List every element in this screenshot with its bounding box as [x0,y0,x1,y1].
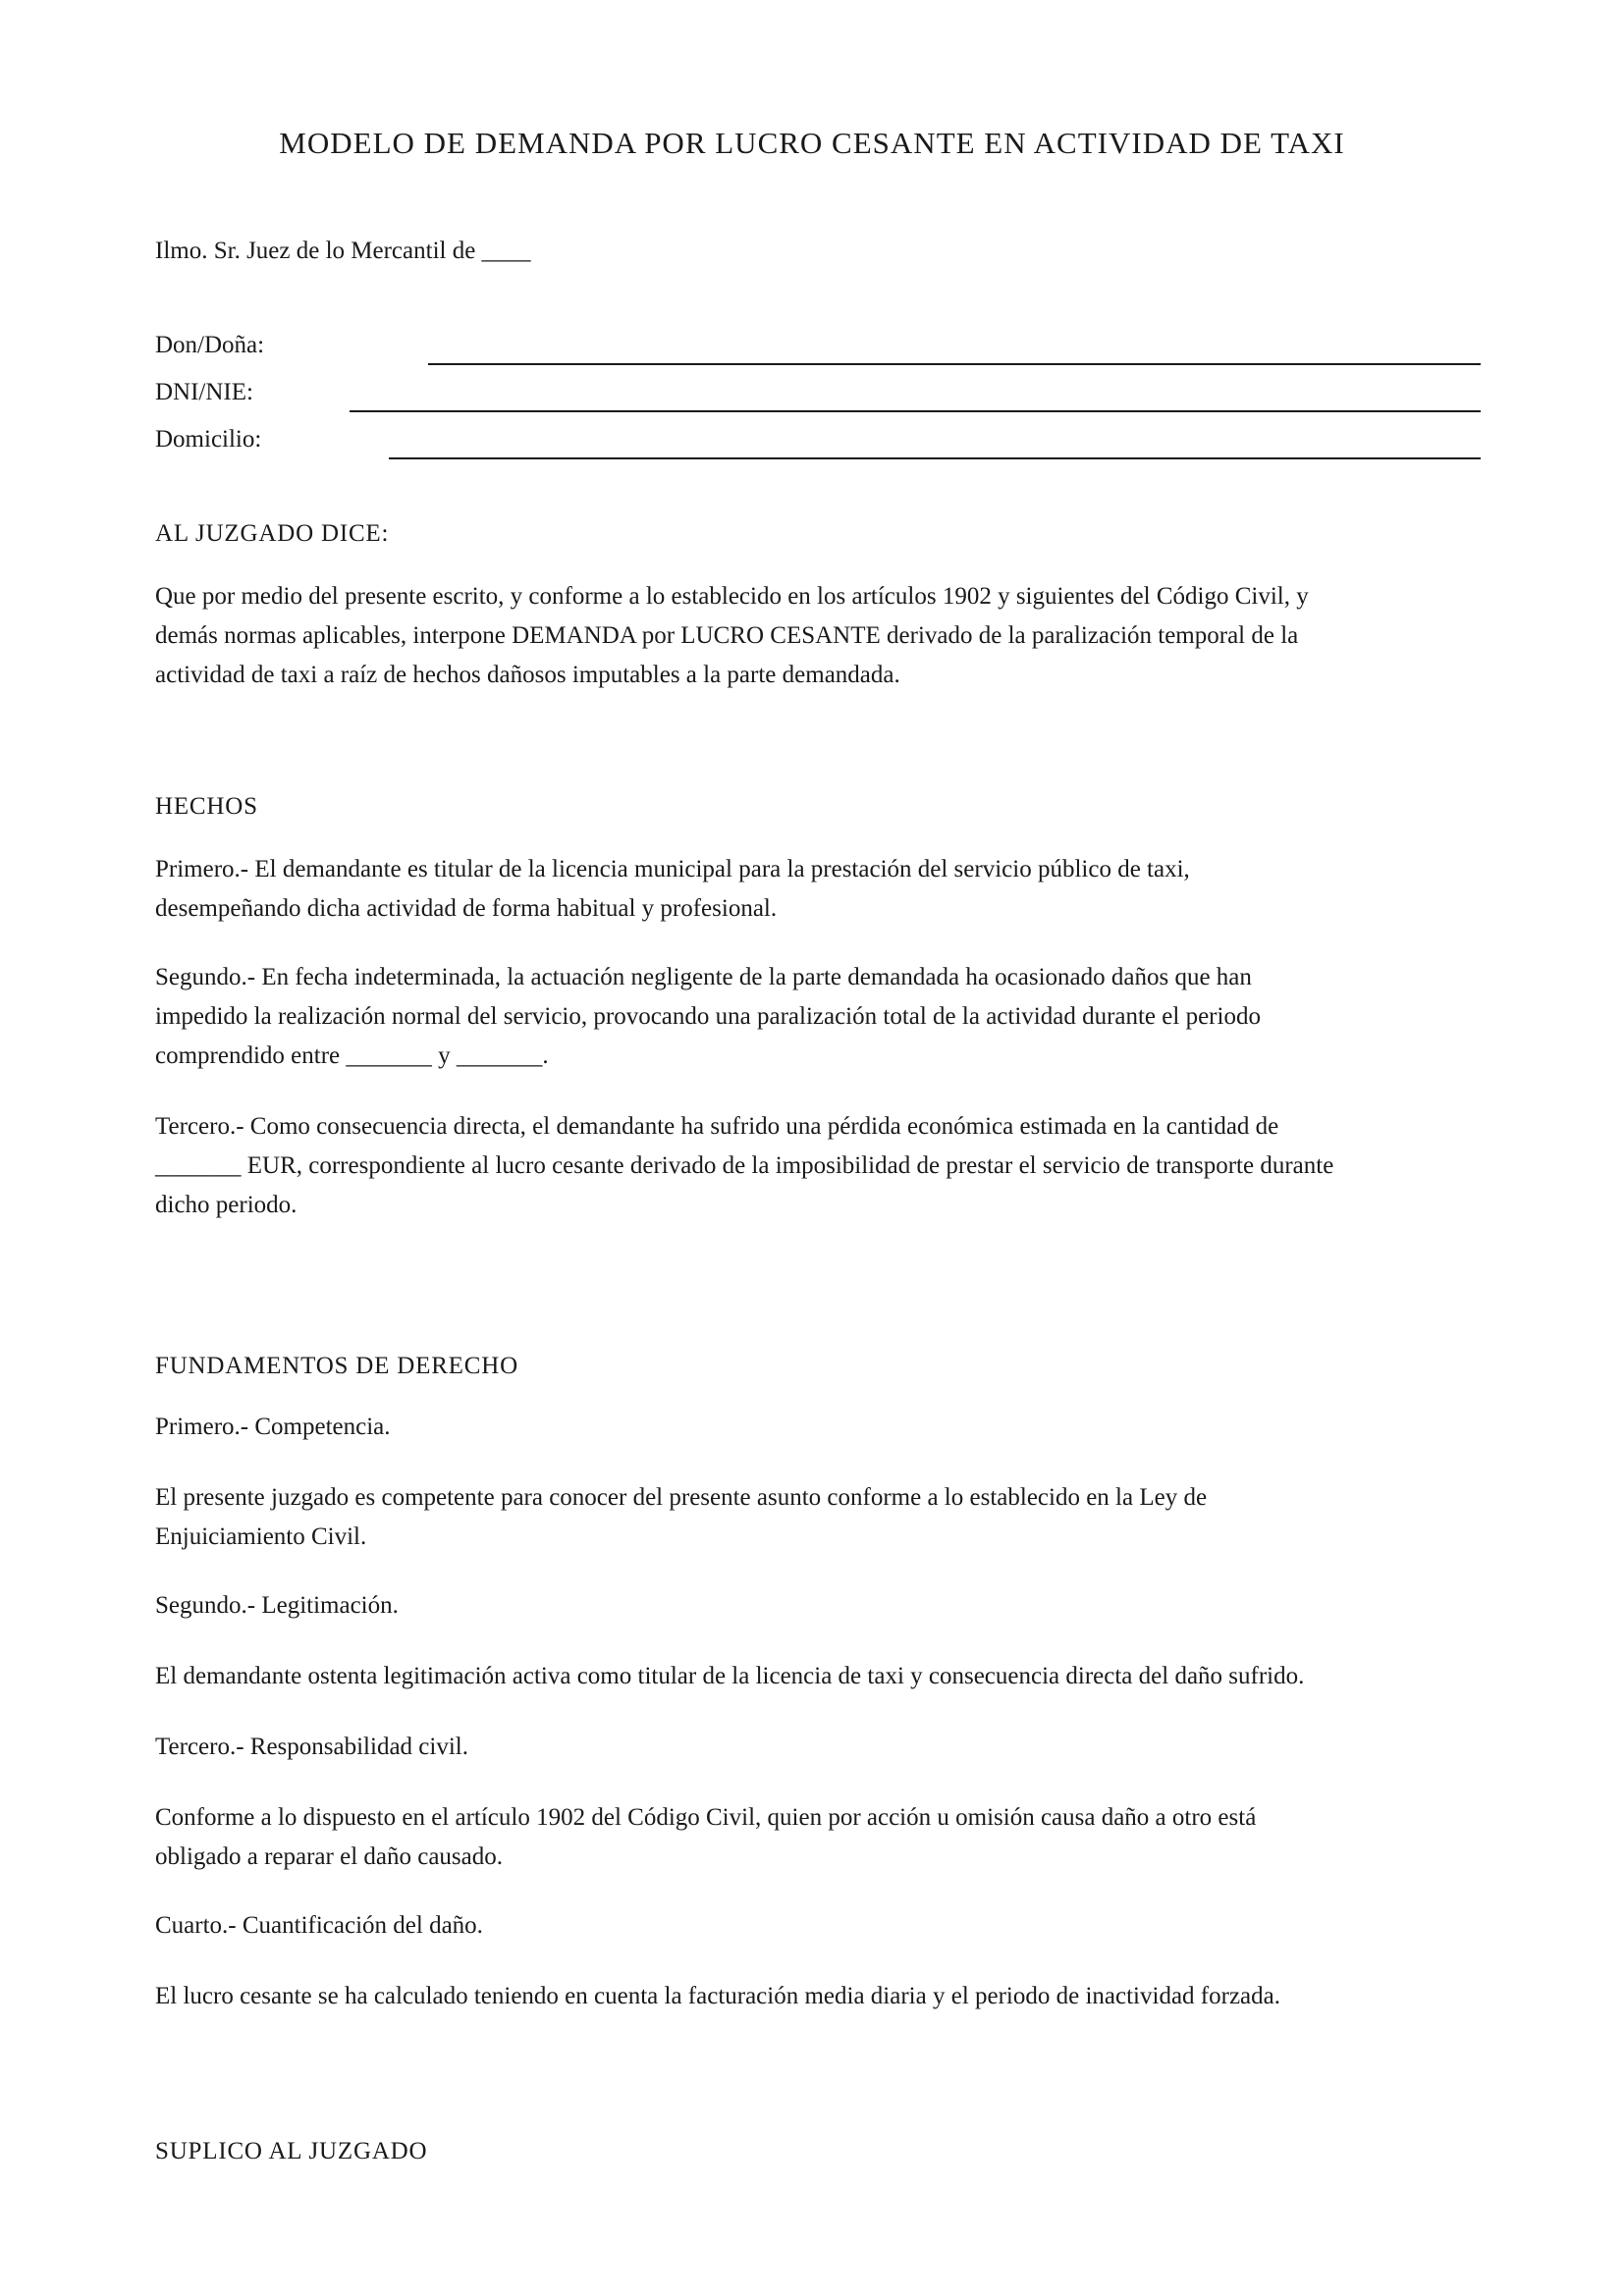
hechos-primero-line: desempeñando dicha actividad de forma habitual y profesional. [155,895,778,922]
suplico-heading: SUPLICO AL JUZGADO [155,2138,428,2164]
fundamento-body-line: El presente juzgado es competente para conocer del presente asunto conforme a lo establecido en la Ley de [155,1484,1208,1511]
fundamento-cuarto-title [155,1906,1481,1946]
intro-paragraph [155,577,1481,695]
intro-heading: AL JUZGADO DICE: [155,520,390,547]
fundamento-body-line: obligado a reparar el daño causado. [155,1843,504,1870]
field-label-dni: DNI/NIE: [155,379,253,405]
fundamento-title-text: Cuarto.- Cuantificación del daño. [155,1912,483,1939]
fundamento-tercero-body [155,1798,1481,1877]
fundamento-primero-body [155,1478,1481,1557]
fundamentos-heading: FUNDAMENTOS DE DERECHO [155,1353,518,1379]
hechos-tercero [155,1107,1481,1225]
hechos-tercero-line: _______ EUR, correspondiente al lucro cesante derivado de la imposibilidad de prestar el servicio de transporte durante [155,1152,1334,1179]
hechos-primero [155,850,1481,929]
hechos-tercero-line: dicho periodo. [155,1192,298,1218]
fundamento-body-line: El lucro cesante se ha calculado teniendo en cuenta la facturación media diaria y el periodo de inactividad forzada. [155,1983,1280,2009]
fundamento-title-text: Tercero.- Responsabilidad civil. [155,1734,468,1760]
fundamento-segundo-body [155,1657,1481,1696]
name-field-line[interactable] [428,363,1481,365]
hechos-heading: HECHOS [155,793,258,820]
fundamento-segundo-title [155,1586,1481,1626]
address-field-line[interactable] [389,457,1481,459]
hechos-segundo-line: comprendido entre _______ y _______. [155,1042,549,1069]
intro-line: Que por medio del presente escrito, y conforme a lo establecido en los artículos 1902 y siguientes del Código Civil, y [155,583,1309,610]
fundamento-body-line: Conforme a lo dispuesto en el artículo 1902 del Código Civil, quien por acción u omisión causa daño a otro está [155,1804,1257,1831]
hechos-segundo [155,958,1481,1076]
field-label-address: Domicilio: [155,426,262,453]
hechos-segundo-line: Segundo.- En fecha indeterminada, la actuación negligente de la parte demandada ha ocasionado daños que han [155,964,1252,990]
fundamento-body-line: El demandante ostenta legitimación activa como titular de la licencia de taxi y consecuencia directa del daño sufrido. [155,1663,1305,1689]
hechos-tercero-line: Tercero.- Como consecuencia directa, el demandante ha sufrido una pérdida económica estimada en la cantidad de [155,1113,1279,1140]
hechos-primero-line: Primero.- El demandante es titular de la licencia municipal para la prestación del servicio público de taxi, [155,856,1190,882]
addressee: Ilmo. Sr. Juez de lo Mercantil de ____ [155,238,531,264]
fundamento-primero-title [155,1408,1481,1447]
dni-field-line[interactable] [350,410,1481,412]
intro-line: actividad de taxi a raíz de hechos dañosos imputables a la parte demandada. [155,662,900,688]
fundamento-title-text: Segundo.- Legitimación. [155,1592,399,1619]
fundamento-title-text: Primero.- Competencia. [155,1414,391,1440]
fundamento-tercero-title [155,1728,1481,1767]
hechos-segundo-line: impedido la realización normal del servicio, provocando una paralización total de la actividad durante el periodo [155,1003,1261,1030]
fundamento-body-line: Enjuiciamiento Civil. [155,1523,367,1550]
document-title: MODELO DE DEMANDA POR LUCRO CESANTE EN ACTIVIDAD DE TAXI [279,126,1345,160]
field-label-name: Don/Doña: [155,332,265,358]
fundamento-cuarto-body [155,1977,1481,2016]
intro-line: demás normas aplicables, interpone DEMANDA por LUCRO CESANTE derivado de la paralización temporal de la [155,622,1299,649]
